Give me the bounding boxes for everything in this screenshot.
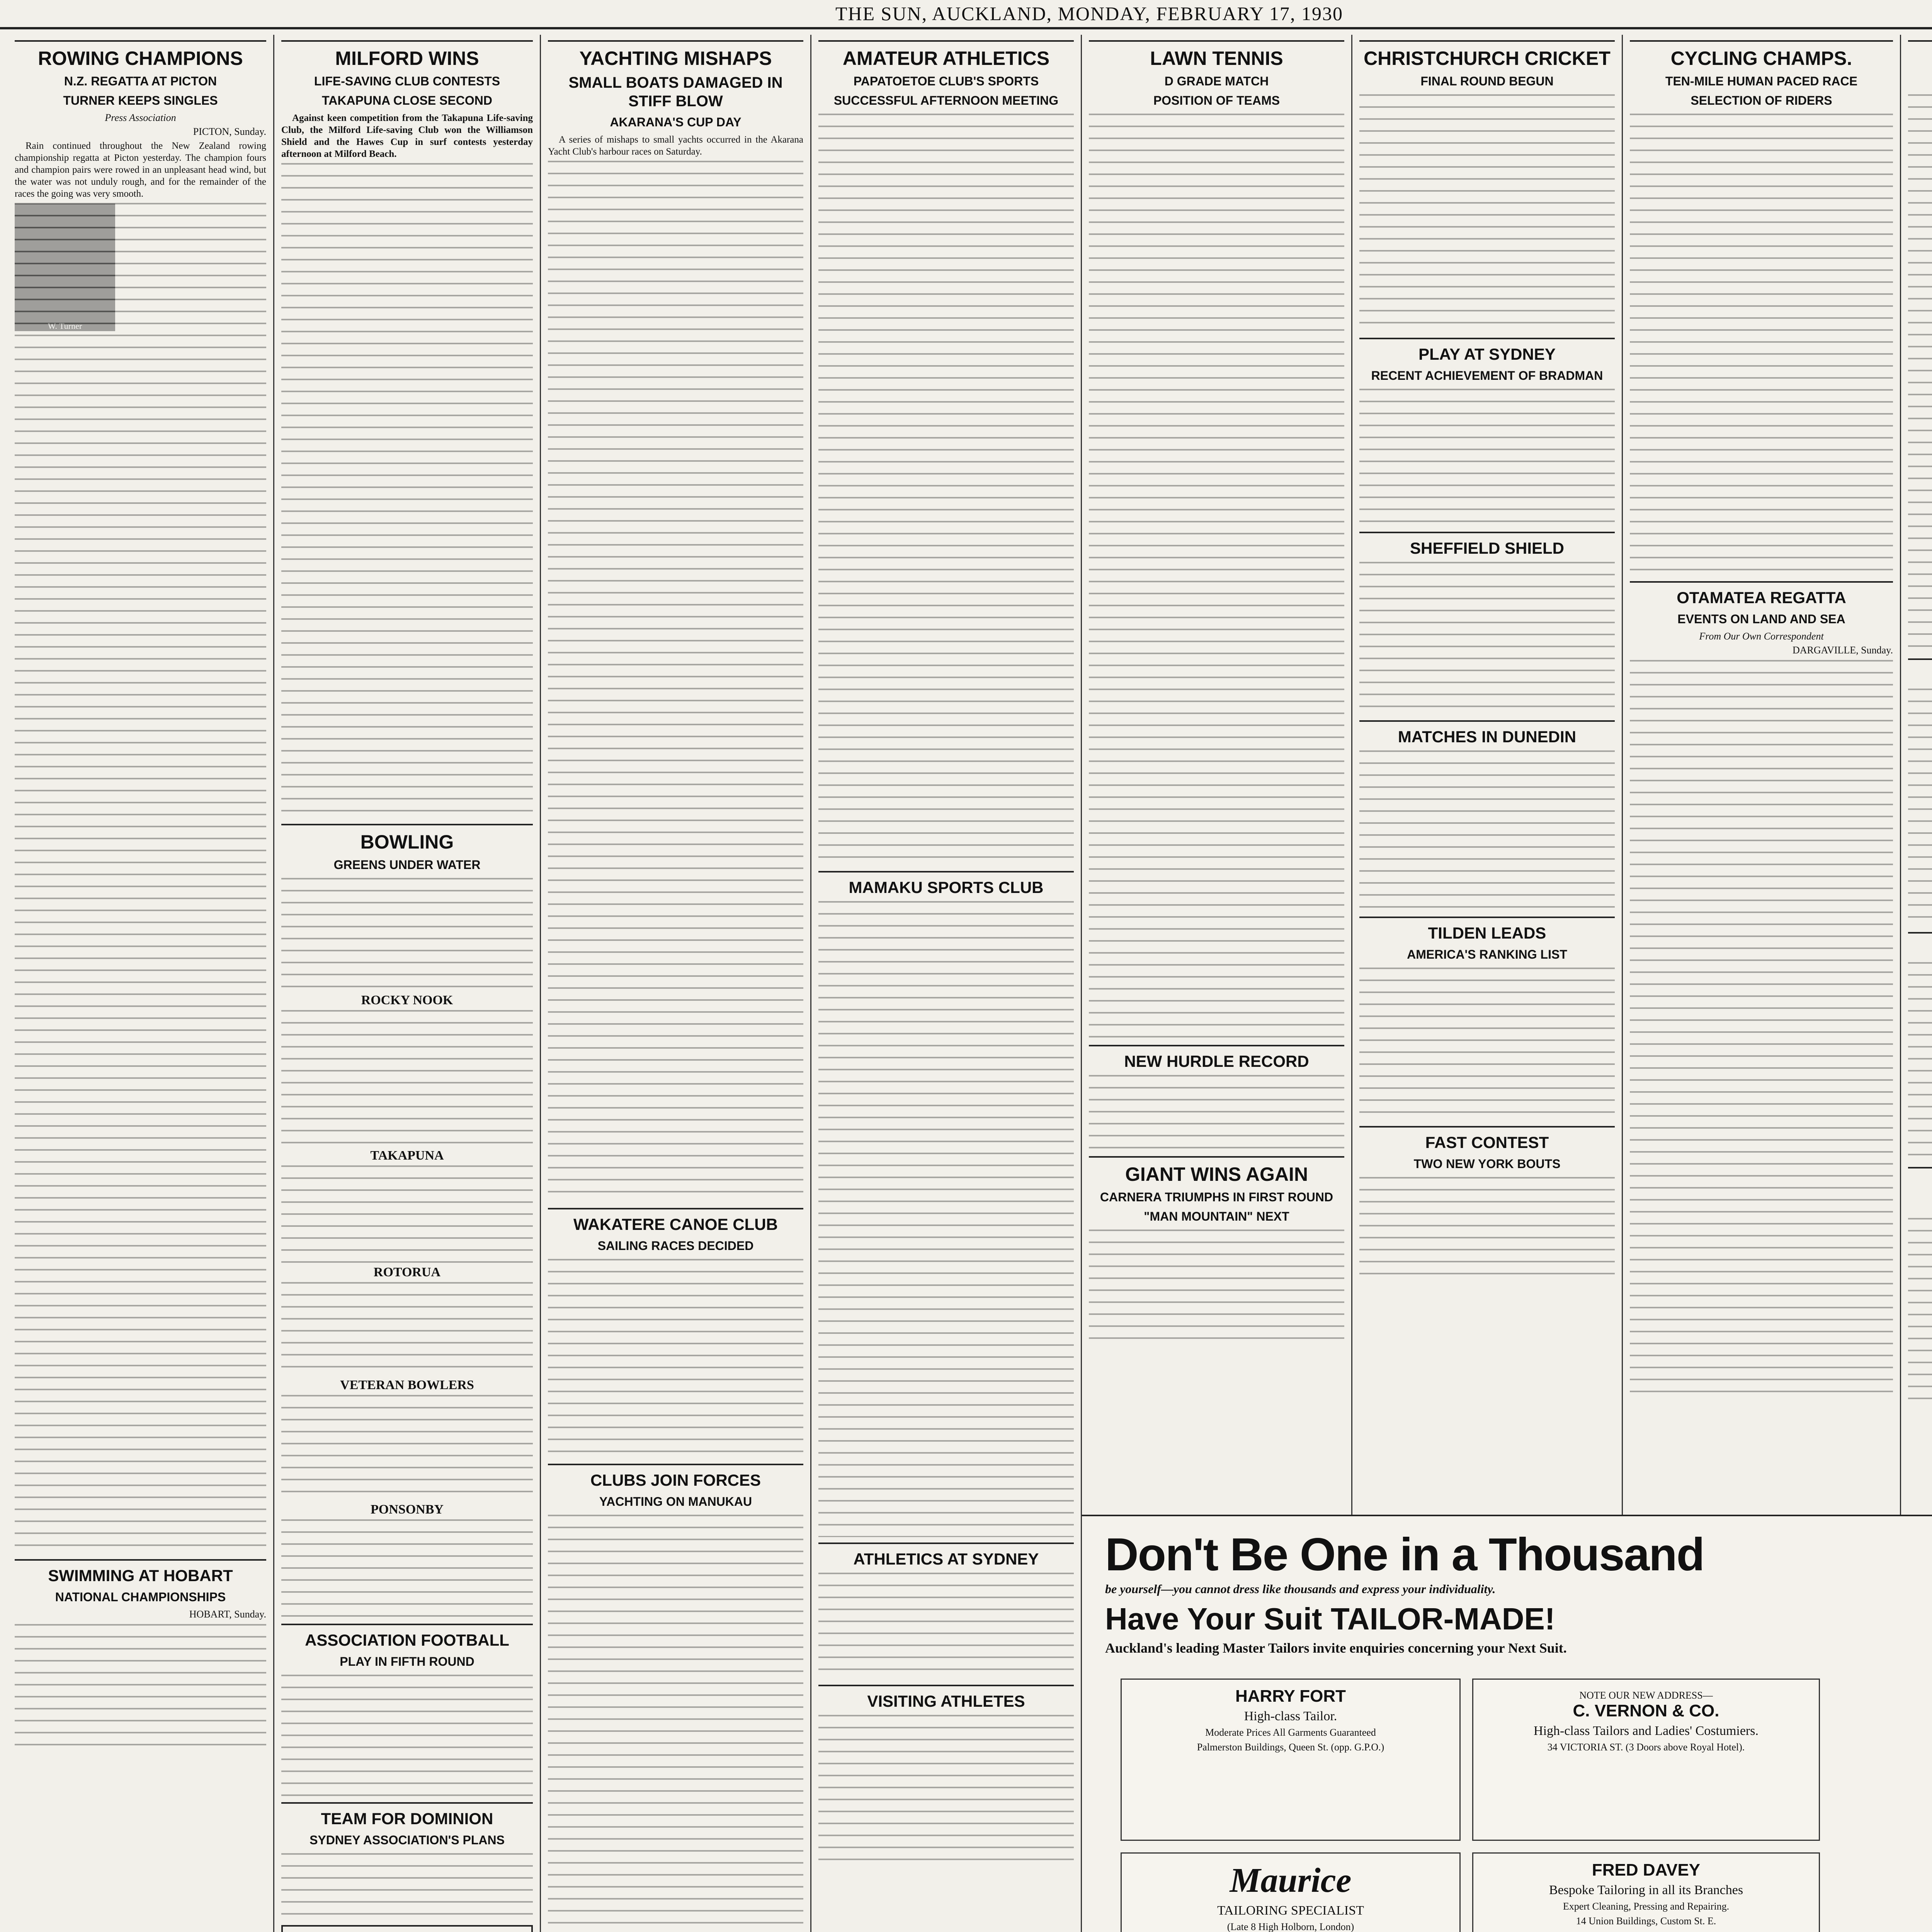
article-text-block: [1908, 961, 1932, 1162]
article-lead: Against keen competition from the Takapuna Life-saving Club, the Milford Life-saving Club won the Williamson Shield and the Hawes Cup in surf contests yesterday afternoon at Milford Beach.: [281, 113, 533, 159]
tailor-card: [1472, 1852, 1820, 1932]
subhead-ny-bouts: TWO NEW YORK BOUTS: [1413, 1157, 1561, 1171]
headline-wakatere: WAKATERE CANOE CLUB: [548, 1208, 803, 1234]
article-text-block: [1908, 1216, 1932, 1410]
ad-main-line: Have Your Suit TAILOR-MADE!: [1105, 1602, 1555, 1636]
headline-tennis: LAWN TENNIS: [1089, 40, 1344, 70]
column-athletics: [811, 35, 1082, 1932]
subhead-lifesaving: LIFE-SAVING CLUB CONTESTS: [314, 74, 500, 88]
article-text-block: [281, 1393, 533, 1502]
headline-visiting: VISITING ATHLETES: [818, 1685, 1074, 1711]
article-text-block: [281, 1673, 533, 1797]
headline-dunedin: MATCHES IN DUNEDIN: [1359, 720, 1615, 747]
tailor-tagline: High-class Tailor.: [1244, 1709, 1337, 1723]
subhead-fifth-round: PLAY IN FIFTH ROUND: [340, 1655, 474, 1668]
headline-pigeon: [1908, 1167, 1932, 1193]
headline-play-sydney: PLAY AT SYDNEY: [1359, 338, 1615, 364]
article-text-block: [1089, 1073, 1344, 1151]
headline-sheffield: SHEFFIELD SHIELD: [1359, 532, 1615, 558]
article-lead: Rain continued throughout the New Zealand rowing championship regatta at Picton yesterday. The champion fours and champion pairs were rowed in an unpleasant head wind, but the water was not unduly rough, and for the remainder of the races the going was very smooth.: [15, 141, 266, 199]
headline-rowing: ROWING CHAMPIONS: [15, 40, 266, 70]
subhead-ten-mile: TEN-MILE HUMAN PACED RACE: [1665, 74, 1858, 88]
subhead-sydney-assoc: SYDNEY ASSOCIATION'S PLANS: [310, 1833, 505, 1847]
tailor-name: C. VERNON & CO.: [1573, 1701, 1719, 1720]
headline-milford: MILFORD WINS: [281, 40, 533, 70]
subhead-d-grade: D GRADE MATCH: [1164, 74, 1269, 88]
subhead-bradman: RECENT ACHIEVEMENT OF BRADMAN: [1371, 369, 1603, 383]
article-text-block: [818, 900, 1074, 1537]
subhead-ranking: AMERICA'S RANKING LIST: [1407, 947, 1567, 961]
tailor-name: FRED DAVEY: [1592, 1861, 1701, 1879]
ad-subline: Auckland's leading Master Tailors invite enquiries concerning your Next Suit.: [1105, 1640, 1567, 1656]
subhead-akarana: AKARANA'S CUP DAY: [610, 115, 742, 129]
byline-correspondent: From Our Own Correspondent: [1699, 631, 1824, 642]
column-rowing: [8, 35, 274, 1932]
article-text-block: [1359, 93, 1615, 332]
subhead-rocky-nook: ROCKY NOOK: [361, 993, 453, 1007]
tailor-address: 14 Union Buildings, Custom St. E.: [1576, 1915, 1716, 1927]
article-text-block: [1359, 966, 1615, 1121]
subhead-turner: TURNER KEEPS SINGLES: [63, 94, 218, 107]
article-text-block: [15, 201, 266, 1554]
article-text-block: [15, 1622, 266, 1750]
article-text-block: [818, 1713, 1074, 1860]
article-text-block: [281, 1009, 533, 1148]
column-shooting: [1901, 35, 1932, 1515]
headline-otamatea: OTAMATEA REGATTA: [1630, 581, 1893, 607]
article-text-block: [1630, 112, 1893, 576]
tailor-tagline: TAILORING SPECIALIST: [1217, 1903, 1364, 1918]
headline-giant: GIANT WINS AGAIN: [1089, 1156, 1344, 1185]
subhead-ponsonby: PONSONBY: [371, 1502, 444, 1517]
subhead-national: NATIONAL CHAMPIONSHIPS: [55, 1590, 226, 1604]
article-text-block: [281, 1164, 533, 1264]
article-text-block: [548, 1513, 803, 1932]
tailor-card: [1472, 1679, 1820, 1841]
headline-tilden: TILDEN LEADS: [1359, 917, 1615, 943]
article-text-block: [281, 876, 533, 992]
column-tennis: [1082, 35, 1352, 1515]
article-text-block: [548, 1257, 803, 1458]
column-yachting: [541, 35, 811, 1932]
headline-yachting: YACHTING MISHAPS: [548, 40, 803, 70]
tailor-card: [1121, 1852, 1461, 1932]
subhead-meeting: SUCCESSFUL AFTERNOON MEETING: [833, 94, 1059, 107]
masthead: THE SUN, AUCKLAND, MONDAY, FEBRUARY 17, 1930: [0, 0, 1932, 29]
ad-headline: Don't Be One in a Thousand: [1105, 1529, 1704, 1580]
byline: Press Association: [105, 112, 176, 123]
article-text-block: [1359, 749, 1615, 911]
subhead-final-round: FINAL ROUND BEGUN: [1420, 74, 1554, 88]
tailor-advertisement: [1082, 1515, 1932, 1932]
article-text-block: [1089, 112, 1344, 1039]
headline-fast-contest: FAST CONTEST: [1359, 1126, 1615, 1152]
headline-claybird: [1908, 40, 1932, 70]
article-text-block: [1908, 687, 1932, 927]
subhead-carnera: CARNERA TRIUMPHS IN FIRST ROUND: [1100, 1190, 1333, 1204]
tailored-man-illustration: [1916, 1532, 1932, 1932]
tailor-name: HARRY FORT: [1235, 1687, 1346, 1706]
headline-dominion: TEAM FOR DOMINION: [281, 1802, 533, 1828]
article-text-block: [1908, 93, 1932, 653]
subhead-papatoetoe: PAPATOETOE CLUB'S SPORTS: [853, 74, 1039, 88]
spalding-ad: [281, 1925, 533, 1932]
tailor-extra: Moderate Prices All Garments Guaranteed: [1205, 1727, 1376, 1738]
headline-mamaku: MAMAKU SPORTS CLUB: [818, 871, 1074, 897]
subhead-man-mountain: "MAN MOUNTAIN" NEXT: [1144, 1209, 1289, 1223]
headline-cycling: CYCLING CHAMPS.: [1630, 40, 1893, 70]
headline-bowling: BOWLING: [281, 824, 533, 853]
article-text-block: [281, 1518, 533, 1618]
column-cycling: [1623, 35, 1901, 1515]
subhead-metro-gun: [1908, 73, 1932, 89]
subhead-greens: GREENS UNDER WATER: [333, 858, 481, 872]
tailor-tagline: Bespoke Tailoring in all its Branches: [1549, 1883, 1743, 1897]
article-text-block: [281, 162, 533, 818]
headline-swimming: SWIMMING AT HOBART: [15, 1559, 266, 1585]
subhead-regatta: N.Z. REGATTA AT PICTON: [64, 74, 217, 88]
subhead-takapuna-bowls: TAKAPUNA: [370, 1148, 444, 1163]
article-text-block: [281, 1281, 533, 1377]
column-cricket: [1352, 35, 1623, 1515]
ad-tagline: be yourself—you cannot dress like thousands and express your individuality.: [1105, 1582, 1496, 1596]
article-text-block: [1089, 1228, 1344, 1344]
article-lead: A series of mishaps to small yachts occurred in the Akarana Yacht Club's harbour races on Saturday.: [548, 134, 803, 157]
dateline-hobart: HOBART, Sunday.: [189, 1609, 266, 1620]
article-text-block: [1359, 1175, 1615, 1284]
headline-clubs-join: CLUBS JOIN FORCES: [548, 1464, 803, 1490]
subhead-events: EVENTS ON LAND AND SEA: [1677, 612, 1845, 626]
tailor-name: Maurice: [1230, 1861, 1352, 1900]
article-text-block: [1630, 658, 1893, 1393]
subhead-takapuna: TAKAPUNA CLOSE SECOND: [322, 94, 492, 107]
article-text-block: [1359, 560, 1615, 715]
article-text-block: [818, 1571, 1074, 1679]
headline-athletics-sydney: ATHLETICS AT SYDNEY: [818, 1543, 1074, 1569]
subhead-onehunga: [1908, 1197, 1932, 1213]
article-text-block: [281, 1852, 533, 1921]
headline-football: ASSOCIATION FOOTBALL: [281, 1624, 533, 1650]
subhead-manukau: YACHTING ON MANUKAU: [599, 1495, 752, 1509]
tailor-tagline: High-class Tailors and Ladies' Costumiers.: [1534, 1724, 1759, 1738]
subhead-small-boats: SMALL BOATS DAMAGED IN STIFF BLOW: [568, 74, 783, 110]
column-milford: [274, 35, 541, 1932]
tailor-extra: NOTE OUR NEW ADDRESS—: [1579, 1690, 1713, 1701]
article-text-block: [818, 112, 1074, 866]
tailor-extra: Expert Cleaning, Pressing and Repairing.: [1563, 1901, 1730, 1912]
tailor-address: 34 VICTORIA ST. (3 Doors above Royal Hotel).: [1547, 1742, 1745, 1753]
article-text-block: [1359, 387, 1615, 526]
article-text-block: [548, 159, 803, 1202]
dateline: PICTON, Sunday.: [193, 126, 266, 137]
dateline-dargaville: DARGAVILLE, Sunday.: [1793, 645, 1893, 656]
tailor-extra: (Late 8 High Holborn, London): [1227, 1921, 1354, 1932]
headline-hurdle: NEW HURDLE RECORD: [1089, 1045, 1344, 1071]
headline-city-club: [1908, 932, 1932, 958]
tailor-address: Palmerston Buildings, Queen St. (opp. G.P.O.): [1197, 1742, 1384, 1753]
subhead-veteran: VETERAN BOWLERS: [340, 1378, 474, 1392]
subhead-rotorua: ROTORUA: [373, 1265, 441, 1279]
headline-cricket: CHRISTCHURCH CRICKET: [1359, 40, 1615, 70]
tailor-card: [1121, 1679, 1461, 1841]
subhead-riders: SELECTION OF RIDERS: [1690, 94, 1832, 107]
headline-athletics: AMATEUR ATHLETICS: [818, 40, 1074, 70]
subhead-position: POSITION OF TEAMS: [1153, 94, 1280, 107]
headline-rifle: [1908, 658, 1932, 685]
subhead-sailing: SAILING RACES DECIDED: [597, 1239, 754, 1253]
